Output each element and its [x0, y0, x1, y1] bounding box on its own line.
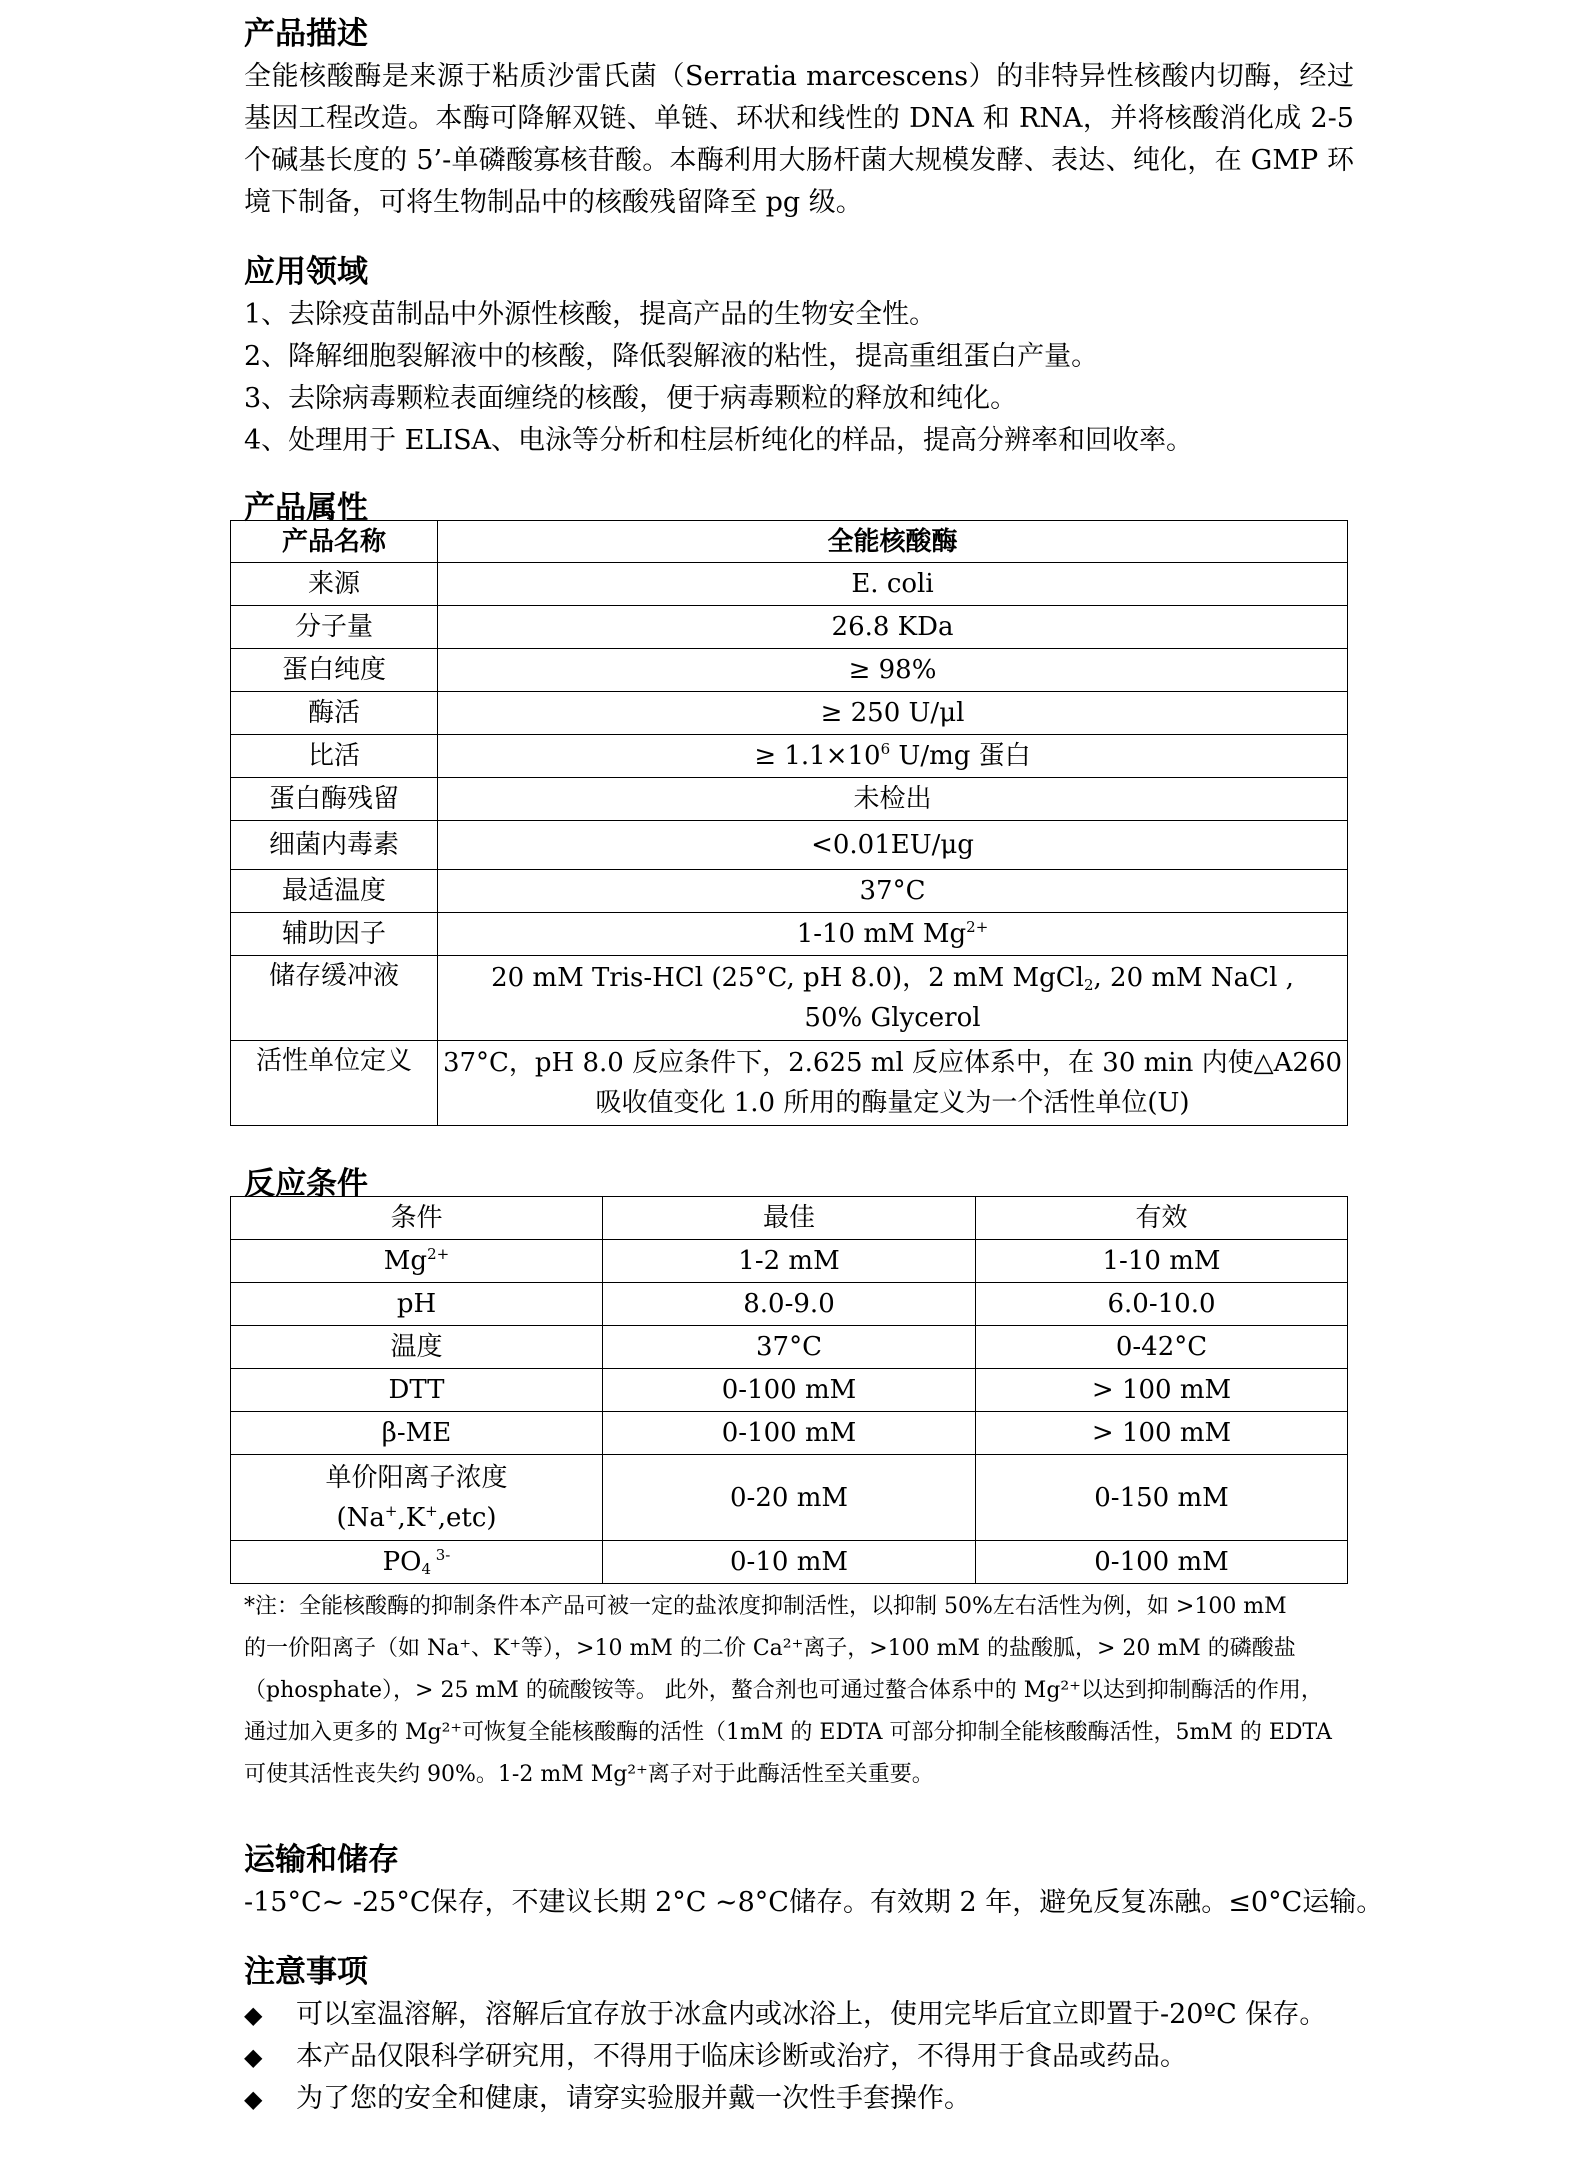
value-text: 20 mM Tris-HCl (25°C, pH 8.0)，2 mM MgCl: [491, 963, 1084, 993]
section-heading-applications: 应用领域: [244, 254, 368, 290]
property-label: 来源: [231, 563, 438, 606]
superscript: +: [425, 1501, 438, 1520]
property-value: [438, 735, 1348, 778]
condition-name: DTT: [231, 1369, 603, 1412]
condition-valid: 1-10 mM: [976, 1240, 1348, 1283]
section-heading-notices: 注意事项: [244, 1954, 368, 1990]
table-row: [231, 1326, 1348, 1369]
properties-table: [230, 520, 1348, 1126]
section-heading-conditions: 反应条件: [244, 1166, 368, 1202]
condition-best: 37°C: [603, 1326, 976, 1369]
table-row: [231, 778, 1348, 821]
application-item: 4、处理用于 ELISA、电泳等分析和柱层析纯化的样品，提高分辨率和回收率。: [244, 425, 1194, 456]
table-header-cell: 有效: [976, 1197, 1348, 1240]
condition-name: [231, 1455, 603, 1541]
table-row: [231, 1412, 1348, 1455]
table-row: [231, 1283, 1348, 1326]
condition-valid: 0-100 mM: [976, 1541, 1348, 1584]
value-line: 吸收值变化 1.0 所用的酶量定义为一个活性单位(U): [595, 1088, 1190, 1118]
table-header-cell: 条件: [231, 1197, 603, 1240]
table-row: [231, 1240, 1348, 1283]
bullet-diamond-icon: ◆: [244, 2043, 263, 2071]
description-text: 全能核酸酶是来源于粘质沙雷氏菌（Serratia marcescens）的非特异性核酸内切酶，经过基因工程改造。本酶可降解双链、单链、环状和线性的 DNA 和 RNA，并将核酸消化成 2-5 个碱基长度的 5’-单磷酸寡核苷酸。本酶利用大肠杆菌大规模发酵、表达、纯化，在 GMP 环境下制备，可将生物制品中的核酸残留降至 pg 级。: [244, 61, 1354, 218]
table-row: [231, 870, 1348, 913]
table-header-cell: 全能核酸酶: [438, 521, 1348, 563]
table-row: [231, 606, 1348, 649]
note-line: 可使其活性丧失约 90%。1-2 mM Mg²⁺离子对于此酶活性至关重要。: [244, 1762, 934, 1787]
value-line: [442, 958, 1343, 998]
property-label: 活性单位定义: [231, 1041, 438, 1126]
condition-valid: > 100 mM: [976, 1369, 1348, 1412]
subscript: 4: [421, 1560, 431, 1578]
conditions-table: [230, 1196, 1348, 1584]
value-text: U/mg 蛋白: [890, 741, 1031, 771]
table-row: [231, 821, 1348, 870]
condition-valid: 6.0-10.0: [976, 1283, 1348, 1326]
inhibition-note: [244, 1586, 1354, 1796]
property-label: 蛋白酶残留: [231, 778, 438, 821]
condition-name: [231, 1240, 603, 1283]
note-line: 的一价阳离子（如 Na⁺、K⁺等），>10 mM 的二价 Ca²⁺离子，>100 mM 的盐酸胍，> 20 mM 的磷酸盐: [244, 1636, 1296, 1661]
notice-text: 为了您的安全和健康，请穿实验服并戴一次性手套操作。: [296, 2083, 971, 2114]
property-value: 未检出: [438, 778, 1348, 821]
condition-valid: 0-150 mM: [976, 1455, 1348, 1541]
superscript: 2+: [966, 918, 989, 936]
notice-item: [244, 1994, 1354, 2036]
table-row: [231, 563, 1348, 606]
condition-valid: 0-42°C: [976, 1326, 1348, 1369]
property-value: <0.01EU/μg: [438, 821, 1348, 870]
property-value: [438, 956, 1348, 1041]
application-item: 3、去除病毒颗粒表面缠绕的核酸，便于病毒颗粒的释放和纯化。: [244, 383, 1018, 414]
note-line: 通过加入更多的 Mg²⁺可恢复全能核酸酶的活性（1mM 的 EDTA 可部分抑制全能核酸酶活性，5mM 的 EDTA: [244, 1720, 1332, 1745]
property-value: [438, 1041, 1348, 1126]
superscript: +: [384, 1501, 398, 1520]
notice-text: 可以室温溶解，溶解后宜存放于冰盒内或冰浴上，使用完毕后宜立即置于-20ºC 保存。: [296, 1999, 1327, 2030]
document-page: [244, 12, 1384, 2120]
condition-valid: > 100 mM: [976, 1412, 1348, 1455]
property-value: ≥ 250 U/μl: [438, 692, 1348, 735]
condition-text: PO: [382, 1547, 422, 1577]
table-row: [231, 1197, 1348, 1240]
table-header-cell: 产品名称: [231, 521, 438, 563]
superscript: 2+: [427, 1245, 450, 1263]
condition-line: 单价阳离子浓度: [325, 1462, 508, 1493]
note-line: （phosphate），> 25 mM 的硫酸铵等。 此外，螯合剂也可通过螯合体系中的 Mg²⁺以达到抑制酶活的作用，: [244, 1678, 1323, 1703]
table-header-cell: 最佳: [603, 1197, 976, 1240]
table-row: [231, 649, 1348, 692]
property-label: 辅助因子: [231, 913, 438, 956]
condition-text: ,K: [397, 1502, 426, 1533]
property-label: 比活: [231, 735, 438, 778]
table-row: [231, 1369, 1348, 1412]
application-item: 1、去除疫苗制品中外源性核酸，提高产品的生物安全性。: [244, 299, 937, 330]
condition-best: 0-100 mM: [603, 1412, 976, 1455]
value-text: 1-10 mM Mg: [796, 919, 967, 949]
table-row: [231, 913, 1348, 956]
condition-name: pH: [231, 1283, 603, 1326]
value-text: , 20 mM NaCl ,: [1093, 963, 1294, 993]
value-line: 50% Glycerol: [804, 1003, 981, 1033]
value-line: 37°C，pH 8.0 反应条件下，2.625 ml 反应体系中，在 30 min 内使△A260: [442, 1048, 1343, 1078]
property-label: 细菌内毒素: [231, 821, 438, 870]
section-heading-storage: 运输和储存: [244, 1842, 399, 1878]
table-row: [231, 1455, 1348, 1541]
property-label: 酶活: [231, 692, 438, 735]
property-label: 最适温度: [231, 870, 438, 913]
table-row: [231, 1041, 1348, 1126]
condition-best: 0-20 mM: [603, 1455, 976, 1541]
value-text: ≥ 1.1×10: [754, 741, 881, 771]
subscript: 2: [1083, 976, 1094, 994]
condition-text: ,etc): [437, 1502, 497, 1533]
note-line: *注：全能核酸酶的抑制条件本产品可被一定的盐浓度抑制活性，以抑制 50%左右活性为例，如 >100 mM: [244, 1594, 1287, 1619]
superscript: 6: [880, 740, 891, 758]
storage-text: -15°C~ -25°C保存，不建议长期 2°C ~8°C储存。有效期 2 年，避免反复冻融。≤0°C运输。: [244, 1887, 1384, 1918]
notice-item: [244, 2036, 1354, 2078]
table-row: [231, 735, 1348, 778]
application-item: 2、降解细胞裂解液中的核酸，降低裂解液的粘性，提高重组蛋白产量。: [244, 341, 1099, 372]
property-value: 37°C: [438, 870, 1348, 913]
notice-text: 本产品仅限科学研究用，不得用于临床诊断或治疗，不得用于食品或药品。: [296, 2041, 1187, 2072]
condition-name: 温度: [231, 1326, 603, 1369]
condition-best: 0-100 mM: [603, 1369, 976, 1412]
condition-line: [235, 1498, 598, 1538]
condition-best: 8.0-9.0: [603, 1283, 976, 1326]
property-value: 26.8 KDa: [438, 606, 1348, 649]
property-label: 分子量: [231, 606, 438, 649]
superscript: 3-: [430, 1546, 451, 1564]
property-value: E. coli: [438, 563, 1348, 606]
condition-text: Mg: [383, 1246, 428, 1276]
table-row: [231, 1541, 1348, 1584]
table-row: [231, 956, 1348, 1041]
condition-name: β-ME: [231, 1412, 603, 1455]
bullet-diamond-icon: ◆: [244, 2001, 263, 2029]
condition-name: [231, 1541, 603, 1584]
property-value: ≥ 98%: [438, 649, 1348, 692]
property-label: 蛋白纯度: [231, 649, 438, 692]
condition-best: 1-2 mM: [603, 1240, 976, 1283]
property-value: [438, 913, 1348, 956]
bullet-diamond-icon: ◆: [244, 2085, 263, 2113]
property-label: 储存缓冲液: [231, 956, 438, 1041]
table-row: [231, 692, 1348, 735]
condition-text: (Na: [336, 1502, 385, 1533]
notice-item: [244, 2078, 1354, 2120]
section-heading-properties: 产品属性: [244, 490, 368, 526]
condition-best: 0-10 mM: [603, 1541, 976, 1584]
section-heading-description: 产品描述: [244, 16, 368, 52]
table-row: [231, 521, 1348, 563]
